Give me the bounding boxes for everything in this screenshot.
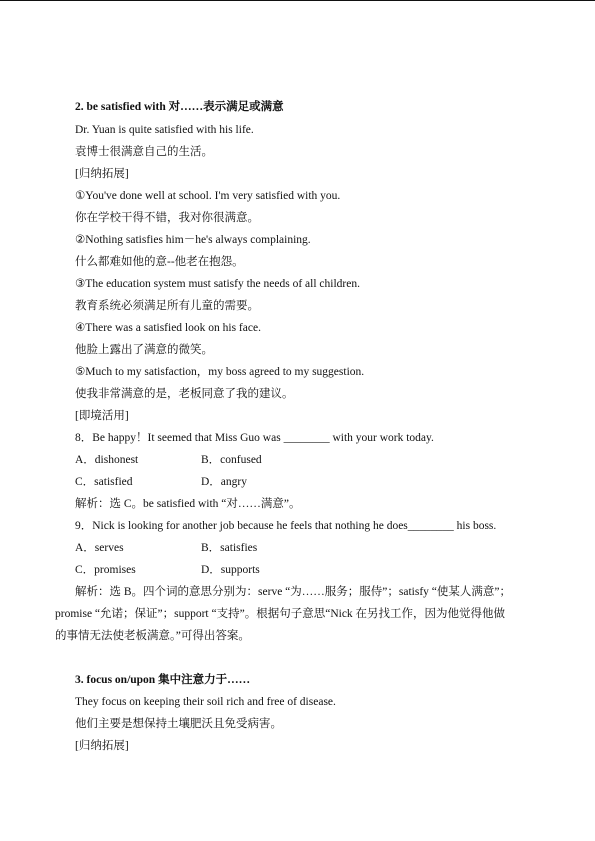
example-sentence: ⑤Much to my satisfaction，my boss agreed to my suggestion. [75,366,365,378]
example-translation: 教育系统必须满足所有儿童的需要。 [75,300,259,312]
example-translation: 什么都难如他的意--他老在抱怨。 [75,256,244,268]
question-8-options-row-1 [75,453,262,467]
example-translation: 他们主要是想保持土壤肥沃且免受病害。 [75,718,282,730]
example-sentence: ③The education system must satisfy the needs of all children. [75,278,360,290]
option-b: B．confused [201,454,262,466]
section-heading-focus-on: 3. focus on/upon 集中注意力于…… [75,674,251,686]
option-a: A．dishonest [75,454,139,466]
subsection-label-extension: [归纳拓展] [75,168,129,180]
example-translation: 袁博士很满意自己的生活。 [75,146,213,158]
question-9-stem: 9．Nick is looking for another job because he feels that nothing he does________ his boss. [75,520,497,532]
option-d: D．supports [201,564,260,576]
question-8-options-row-2 [75,475,247,489]
example-translation: 你在学校干得不错，我对你很满意。 [75,212,259,224]
question-9-analysis-line-3: 的事情无法使老板满意。”可得出答案。 [55,630,250,642]
example-sentence: Dr. Yuan is quite satisfied with his life. [75,124,254,136]
question-9-options-row-1 [75,541,257,555]
option-b: B．satisfies [201,542,258,554]
option-c: C．satisfied [75,476,133,488]
example-sentence: ④There was a satisfied look on his face. [75,322,261,334]
example-translation: 使我非常满意的是，老板同意了我的建议。 [75,388,294,400]
page-top-rule [0,0,595,1]
question-9-options-row-2 [75,563,260,577]
option-d: D．angry [201,476,247,488]
example-sentence: ①You've done well at school. I'm very satisfied with you. [75,190,341,202]
question-8-stem: 8．Be happy！It seemed that Miss Guo was ________ with your work today. [75,432,434,444]
example-sentence: They focus on keeping their soil rich and free of disease. [75,696,336,708]
example-translation: 他脸上露出了满意的微笑。 [75,344,213,356]
subsection-label-extension: [归纳拓展] [75,740,129,752]
question-9-analysis-line-2: promise “允诺；保证”；support “支持”。根据句子意思“Nick 在另找工作，因为他觉得他做 [55,608,506,620]
option-a: A．serves [75,542,124,554]
option-c: C．promises [75,564,136,576]
subsection-label-practice: [即境活用] [75,410,129,422]
question-9-analysis-line-1: 解析：选 B。四个词的意思分别为：serve “为……服务；服侍”；satisfy “使某人满意”； [75,586,511,598]
example-sentence: ②Nothing satisfies him－he's always complaining. [75,234,311,246]
question-8-analysis: 解析：选 C。be satisfied with “对……满意”。 [75,498,301,510]
section-heading-be-satisfied-with: 2. be satisfied with 对……表示满足或满意 [75,101,284,113]
